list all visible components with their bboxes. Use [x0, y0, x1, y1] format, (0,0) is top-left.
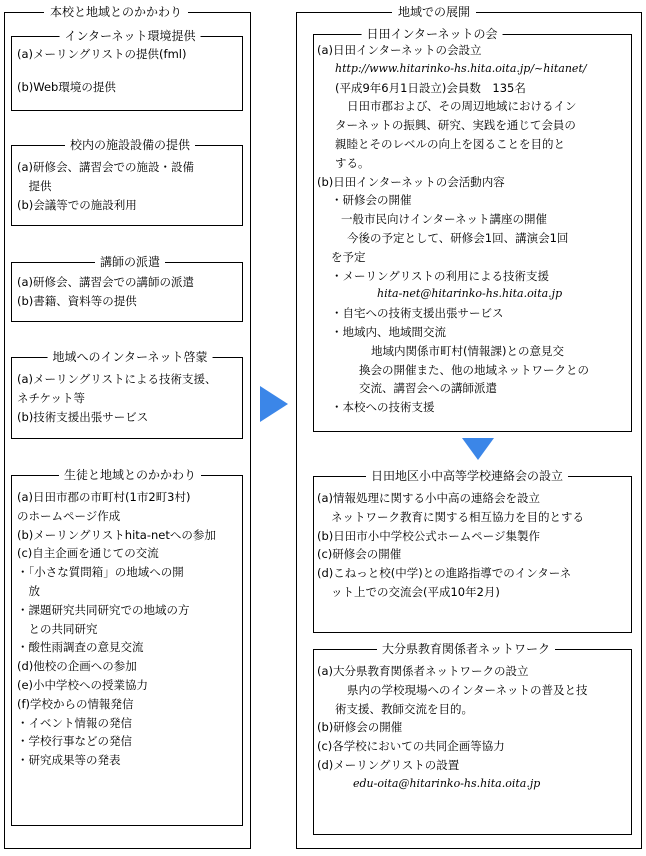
text-line [17, 64, 242, 78]
box-content [17, 273, 242, 311]
box-title: 校内の施設設備の提供 [65, 138, 195, 152]
text-line: ・酸性雨調査の意見交流 [17, 640, 144, 655]
text-line: 地域内関係市町村(情報課)との意見交 [371, 343, 564, 358]
text-line: 今後の予定として、研修会1回、講演会1回 [347, 230, 569, 245]
box-title: 日田インターネットの会 [362, 27, 503, 41]
text-line: (b)会議等での施設利用 [17, 197, 137, 212]
text-line: (d)他校の企画への参加 [17, 659, 137, 674]
text-line: (a)研修会、講習会での施設・設備 [17, 160, 195, 174]
box-title: 日田地区小中高等学校連絡会の設立 [366, 469, 568, 483]
box-title: 講師の派遣 [95, 255, 165, 269]
text-line: (a)日田市郡の市町村(1市2町3村) [17, 490, 191, 504]
text-line: ット上での交流会(平成10年2月) [331, 584, 500, 599]
box-facility-provision [11, 138, 243, 226]
text-line: (b)日田市小中学校公式ホームページ集製作 [317, 528, 541, 543]
box-content [17, 45, 242, 97]
text-line: (d)こねっと校(中学)との進路指導でのインターネ [317, 566, 572, 581]
text-line: ・自宅への技術支援出張サービス [331, 306, 504, 321]
text-line: 一般市民向けインターネット講座の開催 [341, 212, 547, 227]
text-line: ・学校行事などの発信 [17, 734, 132, 749]
url-text: edu-oita@hitarinko-hs.hita.oita.jp [353, 776, 541, 790]
text-line: (c)研修会の開催 [317, 547, 402, 562]
text-line: (c)自主企画を通じての交流 [17, 546, 159, 561]
text-line: ネットワーク教育に関する相互協力を目的とする [331, 509, 584, 524]
text-line: ・本校への技術支援 [331, 400, 435, 415]
right-column-title: 地域での展開 [392, 5, 476, 19]
text-line: (平成9年6月1日設立)会員数 135名 [335, 80, 526, 95]
text-line: (a)研修会、講習会での講師の派遣 [17, 275, 195, 289]
text-line: ・研究成果等の発表 [17, 753, 121, 768]
box-content [317, 489, 631, 602]
text-line: 放 [17, 583, 40, 598]
box-content [317, 41, 631, 417]
text-line: (d)メーリングリストの設置 [317, 757, 460, 772]
box-hita-school-council [313, 469, 632, 633]
text-line: (a)メーリングリストによる技術支援、 [17, 372, 217, 386]
url-text: hita-net@hitarinko-hs.hita.oita.jp [377, 287, 563, 301]
right-arrow-icon [260, 386, 288, 422]
text-line: 換会の開催また、他の地域ネットワークとの [359, 362, 589, 377]
text-line: (a)日田インターネットの会設立 [317, 43, 482, 57]
box-content [17, 370, 242, 426]
text-line: ・「小さな質問箱」の地域への開 [17, 565, 184, 580]
text-line: ・イベント情報の発信 [17, 715, 132, 730]
text-line: との共同研究 [17, 621, 98, 636]
text-line: 県内の学校現場へのインターネットの普及と技 [347, 682, 588, 697]
text-line: (b)メーリングリストhita-netへの参加 [17, 527, 216, 542]
text-line: (b)技術支援出張サービス [17, 409, 149, 424]
box-content [317, 662, 631, 794]
text-line: (c)各学校においての共同企画等協力 [317, 739, 505, 754]
text-line: (e)小中学校への授業協力 [17, 677, 149, 692]
url-text: http://www.hitarinko-hs.hita.oita.jp/~hitanet/ [335, 61, 587, 75]
box-content [17, 158, 242, 214]
text-line: を予定 [331, 249, 366, 264]
box-title: インターネット環境提供 [60, 29, 201, 43]
text-line: (a)大分県教育関係者ネットワークの設立 [317, 664, 529, 678]
text-line: (f)学校からの情報発信 [17, 696, 134, 711]
text-line: 親睦とそのレベルの向上を図ることを目的と [335, 136, 565, 151]
text-line: (b)日田インターネットの会活動内容 [317, 174, 505, 189]
text-line: 術支援、教師交流を目的。 [335, 701, 473, 716]
box-title: 生徒と地域とのかかわり [59, 468, 201, 482]
text-line: (b)書籍、資料等の提供 [17, 293, 137, 308]
text-line: (b)研修会の開催 [317, 720, 403, 735]
box-students-community [11, 468, 243, 826]
text-line: ・メーリングリストの利用による技術支援 [331, 268, 550, 283]
box-title: 大分県教育関係者ネットワーク [377, 642, 555, 656]
box-oita-education-network [313, 642, 632, 835]
box-internet-environment [11, 29, 243, 111]
box-title: 地域へのインターネット啓蒙 [48, 350, 213, 364]
left-column-title: 本校と地域とのかかわり [44, 5, 188, 19]
box-instructor-dispatch [11, 255, 243, 322]
text-line: ネチケット等 [17, 390, 85, 405]
text-line: (a)メーリングリストの提供(fml) [17, 47, 187, 61]
box-internet-awareness [11, 350, 243, 439]
text-line: 日田市郡および、その周辺地域におけるイン [347, 99, 577, 114]
text-line: (b)Web環境の提供 [17, 79, 116, 94]
text-line: のホームページ作成 [17, 508, 121, 523]
text-line: ターネットの振興、研究、実践を通じて会員の [335, 118, 576, 133]
box-content [17, 488, 242, 770]
text-line: ・研修会の開催 [331, 193, 412, 208]
text-line: (a)情報処理に関する小中高の連絡会を設立 [317, 491, 541, 505]
box-hita-internet-association [313, 27, 632, 432]
text-line: 提供 [17, 178, 52, 193]
text-line: ・課題研究共同研究での地域の方 [17, 602, 190, 617]
text-line: ・地域内、地域間交流 [331, 324, 446, 339]
text-line: 交流、講習会への講師派遣 [359, 381, 497, 396]
text-line: する。 [335, 155, 370, 170]
